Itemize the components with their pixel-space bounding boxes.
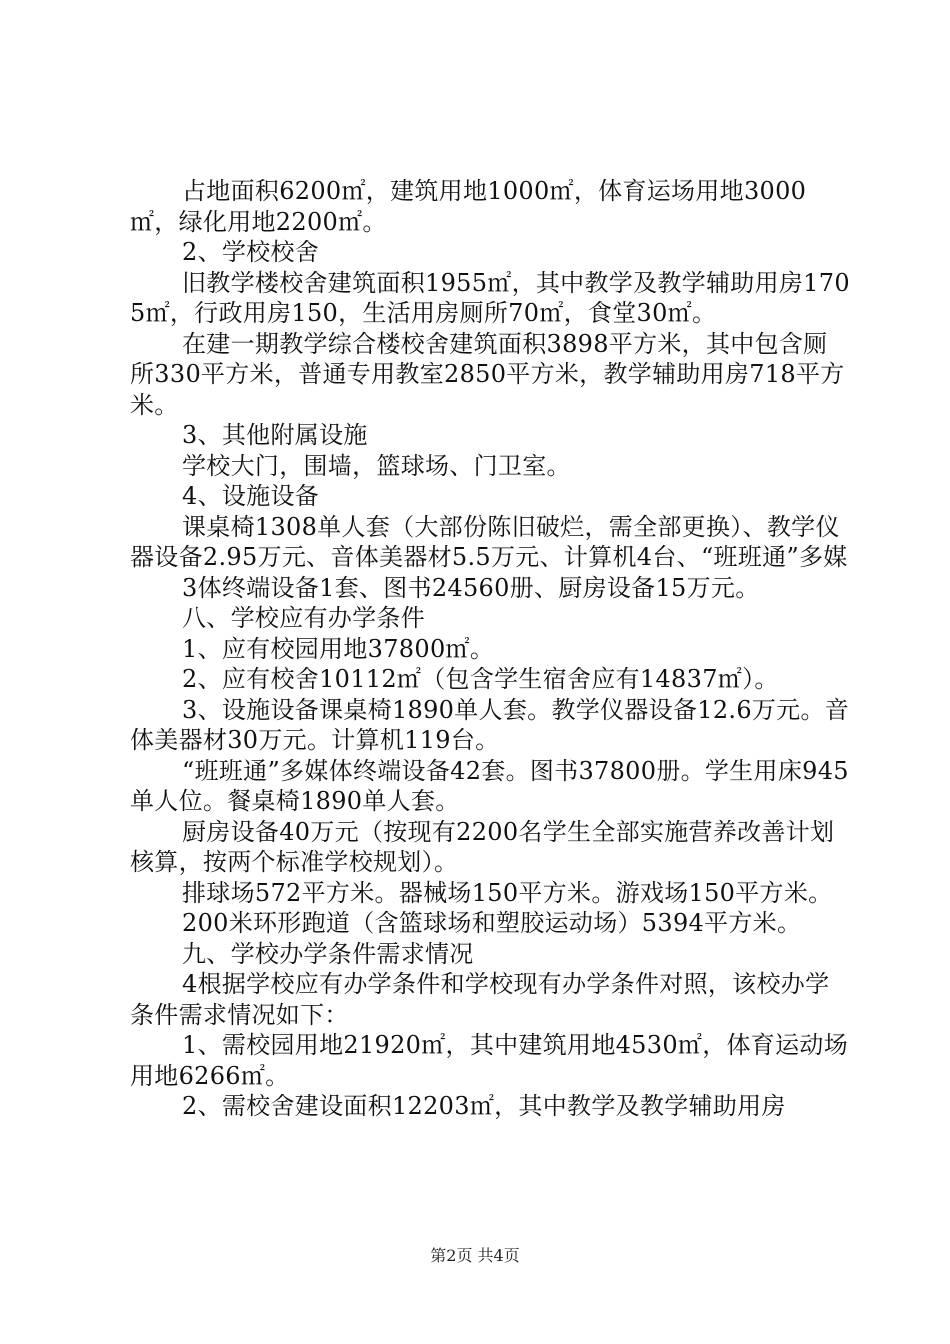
page-number-label: 第2页 共4页 xyxy=(430,1246,520,1265)
paragraph: 厨房设备40万元（按现有2200名学生全部实施营养改善计划核算，按两个标准学校规划）。 xyxy=(130,817,835,876)
paragraph: 2、需校舍建设面积12203㎡，其中教学及教学辅助用房 xyxy=(182,1092,786,1120)
document-body xyxy=(130,176,850,1122)
paragraph: 旧教学楼校舍建筑面积1955㎡，其中教学及教学辅助用房1705㎡，行政用房150，生活用房厕所70㎡，食堂30㎡。 xyxy=(130,268,850,327)
section-heading: 3、其他附属设施 xyxy=(182,421,368,449)
section-heading: 2、学校校舍 xyxy=(182,238,320,266)
paragraph: 2、应有校舍10112㎡（包含学生宿舍应有14837㎡）。 xyxy=(182,665,779,693)
paragraph: 1、需校园用地21920㎡，其中建筑用地4530㎡，体育运动场用地6266㎡。 xyxy=(130,1031,848,1090)
paragraph: 200米环形跑道（含篮球场和塑胶运动场）5394平方米。 xyxy=(182,909,802,937)
paragraph: 3体终端设备1套、图书24560册、厨房设备15万元。 xyxy=(182,573,760,602)
paragraph: “班班通”多媒体终端设备42套。图书37800册。学生用床945单人位。餐桌椅1890单人套。 xyxy=(130,756,849,815)
paragraph: 1、应有校园用地37800㎡。 xyxy=(182,634,495,663)
paragraph: 课桌椅1308单人套（大部份陈旧破烂，需全部更换）、教学仪器设备2.95万元、音体美器材5.5万元、计算机4台、“班班通”多媒 xyxy=(130,512,848,571)
paragraph: 排球场572平方米。器械场150平方米。游戏场150平方米。 xyxy=(182,878,833,907)
section-heading: 八、学校应有办学条件 xyxy=(182,604,425,632)
page-footer xyxy=(0,1243,950,1266)
section-heading: 九、学校办学条件需求情况 xyxy=(182,939,474,968)
paragraph: 在建一期教学综合楼校舍建筑面积3898平方米，其中包含厕所330平方米，普通专用教室2850平方米，教学辅助用房718平方米。 xyxy=(130,329,845,419)
paragraph: 4根据学校应有办学条件和学校现有办学条件对照，该校办学条件需求情况如下： xyxy=(130,970,830,1029)
paragraph: 占地面积6200㎡，建筑用地1000㎡，体育运场用地3000㎡，绿化用地2200㎡。 xyxy=(130,177,807,236)
section-heading: 4、设施设备 xyxy=(182,482,320,510)
paragraph: 3、设施设备课桌椅1890单人套。教学仪器设备12.6万元。音体美器材30万元。计算机119台。 xyxy=(130,695,850,754)
paragraph: 学校大门，围墙，篮球场、门卫室。 xyxy=(182,451,571,480)
